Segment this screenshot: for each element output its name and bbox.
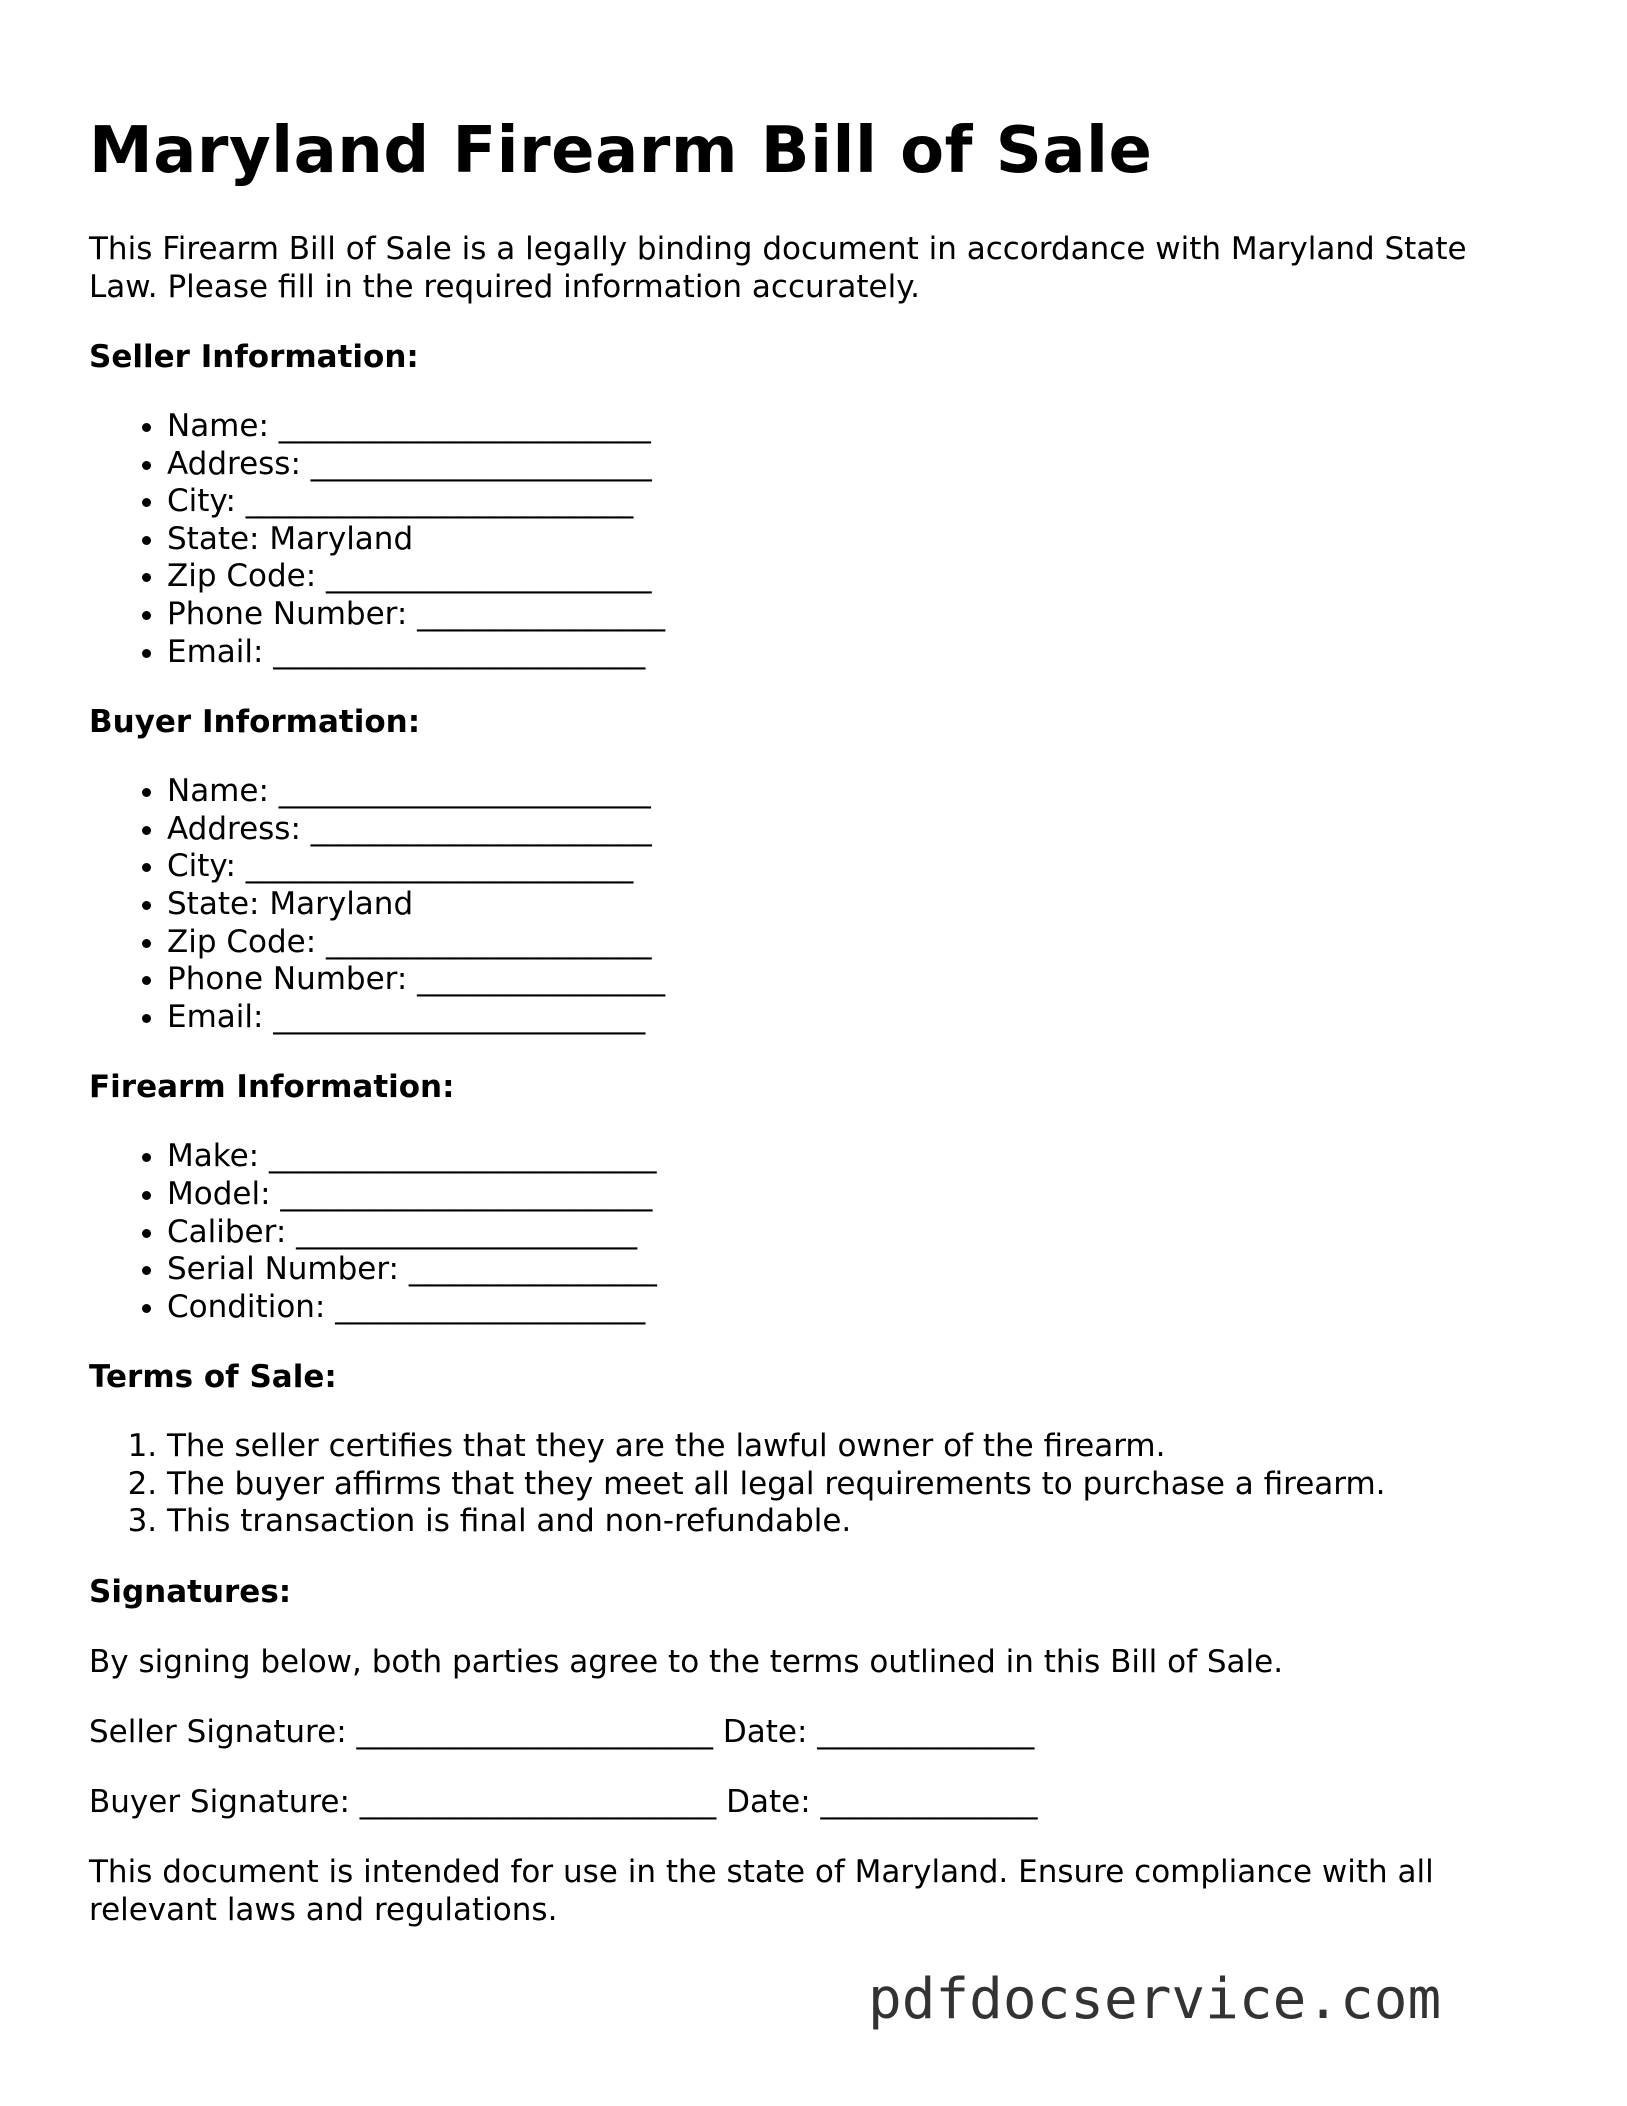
seller-signature-line: Seller Signature: _______________________ Date: ______________ <box>89 1714 1035 1751</box>
seller-state-field: • State: Maryland <box>167 521 1539 559</box>
document-page <box>89 110 1539 1929</box>
signatures-statement: By signing below, both parties agree to the terms outlined in this Bill of Sale. <box>89 1644 1284 1681</box>
term-item: 3. This transaction is final and non-refundable. <box>167 1503 1539 1541</box>
intro-paragraph: This Firearm Bill of Sale is a legally binding document in accordance with Maryland State Law. Please fill in the required information accurately. <box>89 231 1467 305</box>
seller-info-list <box>89 408 1539 671</box>
watermark-text: pdfdocservice.com <box>868 1967 1442 2032</box>
buyer-city-field: • City: _________________________ <box>167 848 1539 886</box>
buyer-phone-field: • Phone Number: ________________ <box>167 961 1539 999</box>
seller-phone-field: • Phone Number: ________________ <box>167 596 1539 634</box>
firearm-serial-field: • Serial Number: ________________ <box>167 1251 1539 1289</box>
seller-email-field: • Email: ________________________ <box>167 634 1539 672</box>
terms-heading: Terms of Sale: <box>89 1359 337 1396</box>
buyer-email-field: • Email: ________________________ <box>167 999 1539 1037</box>
buyer-zip-field: • Zip Code: _____________________ <box>167 924 1539 962</box>
firearm-heading: Firearm Information: <box>89 1069 455 1106</box>
document-title: Maryland Firearm Bill of Sale <box>89 114 1153 188</box>
term-item: 1. The seller certifies that they are the lawful owner of the firearm. <box>167 1428 1539 1466</box>
buyer-address-field: • Address: ______________________ <box>167 811 1539 849</box>
firearm-condition-field: • Condition: ____________________ <box>167 1289 1539 1327</box>
signatures-heading: Signatures: <box>89 1574 292 1611</box>
buyer-heading: Buyer Information: <box>89 704 421 741</box>
term-item: 2. The buyer affirms that they meet all legal requirements to purchase a firearm. <box>167 1466 1539 1504</box>
seller-heading: Seller Information: <box>89 339 419 375</box>
seller-name-field: • Name: ________________________ <box>167 408 1539 446</box>
buyer-signature-line: Buyer Signature: _______________________ Date: ______________ <box>89 1784 1038 1821</box>
firearm-make-field: • Make: _________________________ <box>167 1138 1539 1176</box>
closing-paragraph: This document is intended for use in the state of Maryland. Ensure compliance with all relevant laws and regulations. <box>89 1854 1434 1929</box>
seller-address-field: • Address: ______________________ <box>167 446 1539 484</box>
seller-zip-field: • Zip Code: _____________________ <box>167 558 1539 596</box>
firearm-model-field: • Model: ________________________ <box>167 1176 1539 1214</box>
seller-city-field: • City: _________________________ <box>167 483 1539 521</box>
buyer-state-field: • State: Maryland <box>167 886 1539 924</box>
firearm-caliber-field: • Caliber: ______________________ <box>167 1214 1539 1252</box>
firearm-info-list <box>89 1138 1539 1326</box>
buyer-name-field: • Name: ________________________ <box>167 773 1539 811</box>
buyer-info-list <box>89 773 1539 1036</box>
terms-list <box>89 1428 1539 1541</box>
